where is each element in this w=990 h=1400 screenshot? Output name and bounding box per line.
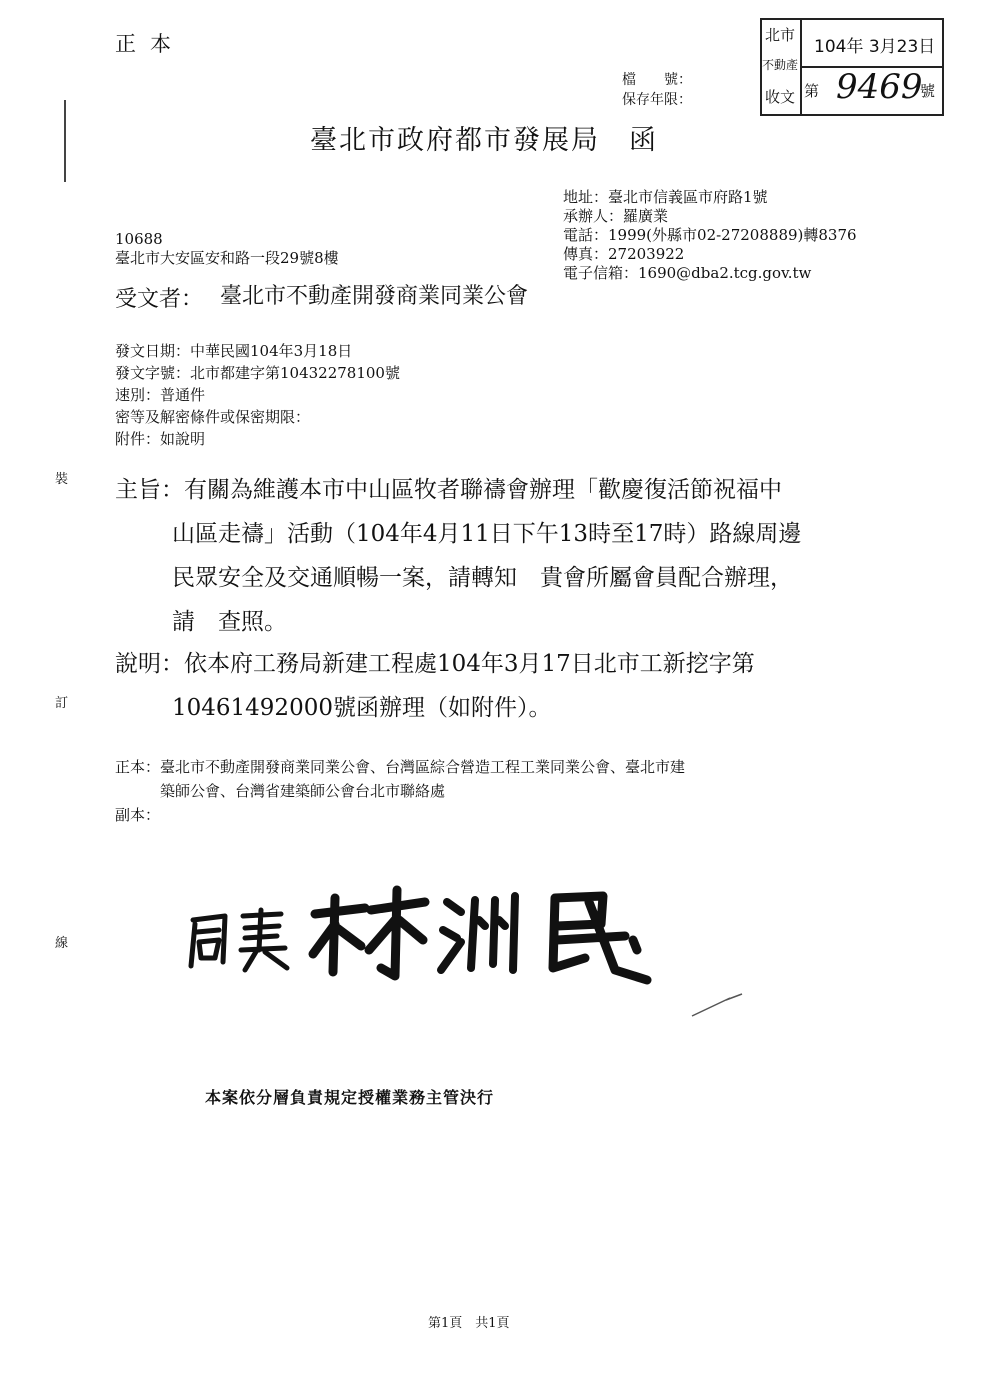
subject-line: 有關為維護本市中山區牧者聯禱會辦理「歡慶復活節祝福中	[184, 477, 782, 503]
distribution-original: 正本：臺北市不動產開發商業同業公會、台灣區綜合營造工程工業同業公會、臺北市建	[115, 758, 686, 776]
file-number-label: 檔 號：	[622, 72, 692, 88]
subject-line: 請 查照。	[172, 609, 287, 635]
binding-mark-bottom: 線	[55, 936, 69, 951]
receipt-stamp	[760, 18, 944, 116]
subject-section	[115, 468, 801, 644]
stamp-org: 不動產	[762, 58, 799, 72]
recipient-label: 受文者：	[115, 287, 204, 312]
binding-mark-top: 裝	[55, 472, 69, 487]
filing-info	[622, 70, 692, 110]
sender-fax: 傳真：27203922	[563, 245, 685, 263]
subject-line: 民眾安全及交通順暢一案，請轉知 貴會所屬會員配合辦理，	[172, 565, 793, 591]
authorization-seal-text: 本案依分層負責規定授權業務主管決行	[205, 1088, 495, 1107]
explanation-line: 依本府工務局新建工程處104年3月17日北市工新挖字第	[184, 651, 755, 677]
stamp-number-prefix: 第	[804, 82, 820, 100]
recipient-name: 臺北市不動產開發商業同業公會	[220, 284, 529, 309]
explanation-line: 10461492000號函辦理（如附件）。	[172, 695, 552, 721]
retention-label: 保存年限：	[622, 92, 692, 108]
stamp-city: 北市	[765, 26, 796, 44]
document-meta	[115, 340, 400, 450]
issue-date: 發文日期：中華民國104年3月18日	[115, 342, 353, 360]
margin-line	[64, 100, 66, 182]
subject-label: 主旨：	[115, 477, 184, 503]
sender-email: 電子信箱：1690@dba2.tcg.gov.tw	[563, 264, 812, 282]
speed-class: 速別：普通件	[115, 386, 206, 404]
stamp-number-suffix: 號	[920, 82, 936, 100]
page-footer: 第1頁 共1頁	[428, 1316, 510, 1331]
copy-mark: 正本	[115, 32, 185, 56]
secrecy-class: 密等及解密條件或保密期限：	[115, 408, 311, 426]
sender-address: 地址：臺北市信義區市府路1號	[563, 188, 768, 206]
attachment-info: 附件：如說明	[115, 430, 206, 448]
subject-line: 山區走禱」活動（104年4月11日下午13時至17時）路線周邊	[172, 521, 802, 547]
page-title: 臺北市政府都市發展局 函	[310, 125, 658, 156]
stamp-number: 9469	[836, 67, 923, 107]
pen-mark	[690, 990, 750, 1020]
distribution-original-cont: 築師公會、台灣省建築師公會台北市聯絡處	[115, 782, 446, 800]
stamp-received: 收文	[765, 88, 796, 106]
recipient-zip: 10688	[115, 230, 163, 248]
binding-mark-middle: 訂	[55, 696, 69, 711]
sender-phone: 電話：1999(外縣市02-27208889)轉8376	[563, 226, 857, 244]
stamp-date: 104年 3月23日	[814, 37, 936, 57]
explanation-label: 說明：	[115, 651, 184, 677]
signature-image	[185, 880, 655, 990]
distribution-list	[115, 755, 685, 827]
recipient-address-block	[115, 230, 339, 268]
sender-info	[563, 188, 857, 283]
explanation-section	[115, 642, 755, 730]
recipient-address: 臺北市大安區安和路一段29號8樓	[115, 249, 339, 267]
distribution-copy: 副本：	[115, 806, 161, 824]
sender-handler: 承辦人：羅廣業	[563, 207, 669, 225]
document-number: 發文字號：北市都建字第10432278100號	[115, 364, 400, 382]
